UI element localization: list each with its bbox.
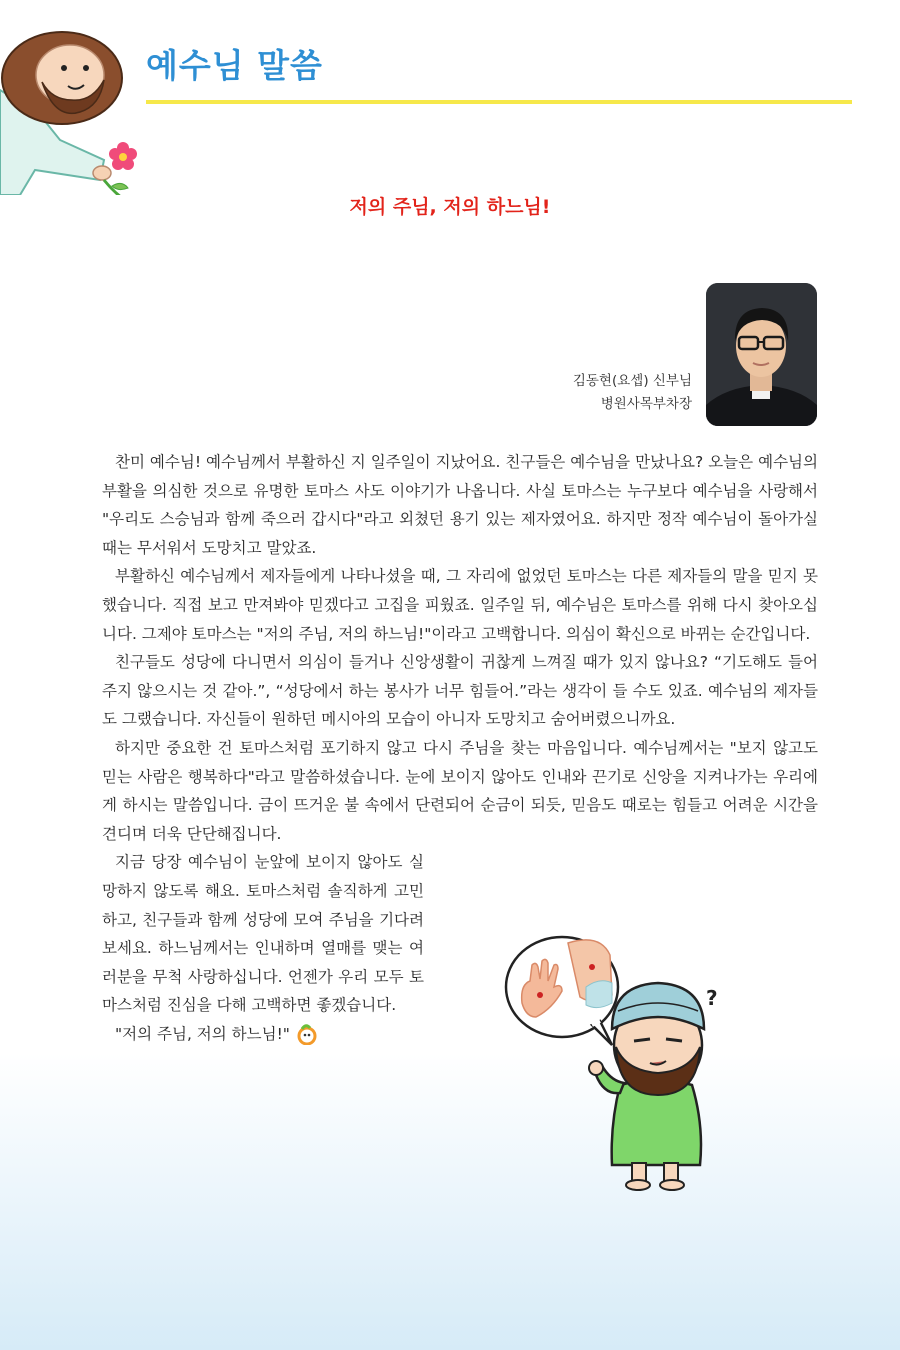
title-underline — [146, 100, 852, 104]
jesus-holding-flower-icon — [0, 20, 150, 195]
closing-line — [102, 1020, 424, 1049]
thomas-illustration — [500, 925, 740, 1195]
author-name: 김동현(요셉) 신부님 — [572, 373, 692, 389]
article-subtitle: 저의 주님, 저의 하느님! — [349, 196, 551, 218]
closing-quote: "저의 주님, 저의 하느님!" — [115, 1024, 290, 1043]
thomas-questioning-icon — [500, 925, 740, 1195]
article-paragraph: 부활하신 예수님께서 제자들에게 나타나셨을 때, 그 자리에 없었던 토마스는 다른 제자들의 말을 믿지 못했습니다. 직접 보고 만져봐야 믿겠다고 고집을 피웠죠. 일주일 뒤, 예수님은 토마스를 위해 다시 찾아오십니다. 그제야 토마스는 "저의 주님, 저의 하느님!"이라고 고백합니다. 의심이 확신으로 바뀌는 순간입니다. — [102, 567, 818, 643]
priest-portrait-icon — [706, 283, 817, 426]
article-paragraph: 하지만 중요한 건 토마스처럼 포기하지 않고 다시 주님을 찾는 마음입니다. 예수님께서는 "보지 않고도 믿는 사람은 행복하다"라고 말씀하셨습니다. 눈에 보이지 않아도 인내와 끈기로 신앙을 지켜나가는 우리에게 하시는 말씀입니다. 금이 뜨거운 불 속에서 단련되어 순금이 되듯, 믿음도 때로는 힘들고 어려운 시간을 견디며 더욱 단단해집니다. — [102, 738, 818, 843]
jesus-illustration — [0, 20, 150, 195]
mascot-logo-icon — [294, 1023, 320, 1045]
article-paragraph: 지금 당장 예수님이 눈앞에 보이지 않아도 실망하지 않도록 해요. 토마스처럼 솔직하게 고민하고, 친구들과 함께 성당에 모여 주님을 기다려 보세요. 하느님께서는 인내하며 열매를 맺는 여러분을 무척 사랑하십니다. 언젠가 우리 모두 토마스처럼 진심을 다해 고백하면 좋겠습니다. — [102, 853, 424, 1015]
author-role: 병원사목부차장 — [600, 396, 692, 412]
author-info — [573, 370, 692, 416]
page-title: 예수님 말씀 — [146, 46, 323, 85]
question-mark: ? — [706, 986, 718, 1010]
article-paragraph: 찬미 예수님! 예수님께서 부활하신 지 일주일이 지났어요. 친구들은 예수님을 만났나요? 오늘은 예수님의 부활을 의심한 것으로 유명한 토마스 사도 이야기가 나옵니다. 사실 토마스는 누구보다 예수님을 사랑해서 "우리도 스승님과 함께 죽으러 갑시다"라고 외쳤던 용기 있는 제자였어요. 하지만 정작 예수님이 돌아가실 때는 무서워서 도망치고 말았죠. — [102, 453, 818, 557]
article-paragraph: 친구들도 성당에 다니면서 의심이 들거나 신앙생활이 귀찮게 느껴질 때가 있지 않나요? “기도해도 들어주지 않으시는 것 같아.”, “성당에서 하는 봉사가 너무 힘들어.”라는 생각이 들 수도 있죠. 예수님의 제자들도 그랬습니다. 자신들이 원하던 메시아의 모습이 아니자 도망치고 숨어버렸으니까요. — [102, 653, 818, 729]
author-photo — [706, 283, 817, 426]
